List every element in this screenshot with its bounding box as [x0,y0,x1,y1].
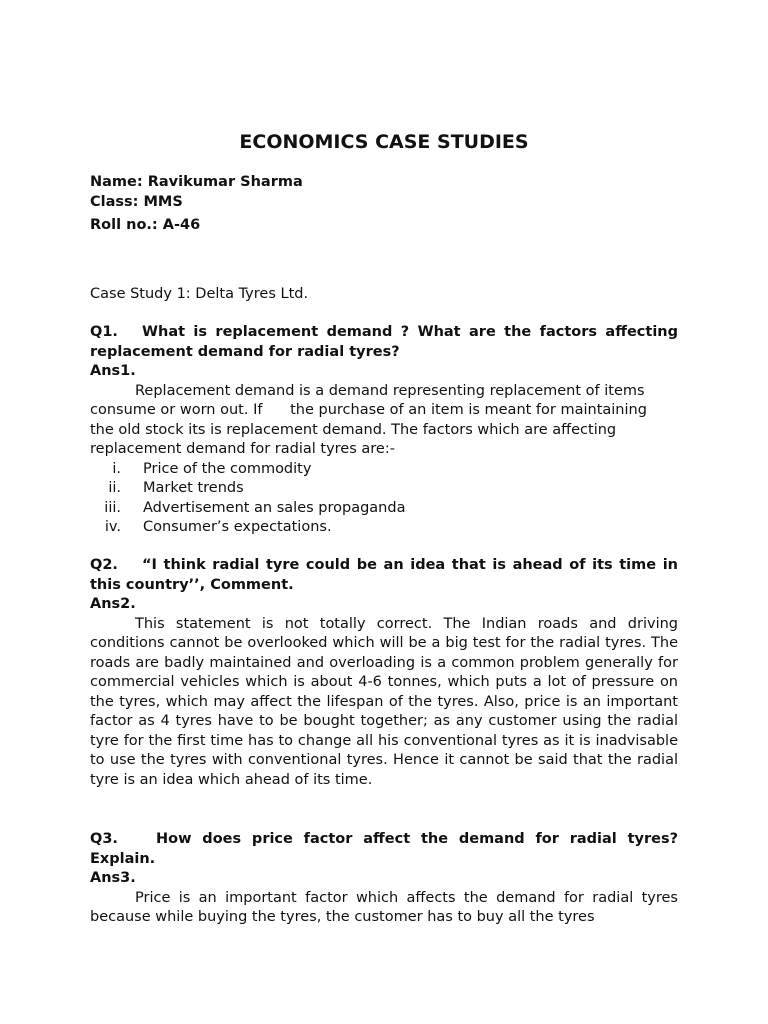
question-1-text: What is replacement demand ? What are the factors affecting replacement demand for radial tyres? [90,324,678,360]
answer-1-line-3: the old stock its is replacement demand. The factors which are affecting [90,421,617,438]
answer-2-label: Ans2. [90,596,136,612]
question-3-number: Q3. [90,831,118,847]
answer-1-line-2: consume or worn out. If the purchase of an item is meant for maintaining [90,402,647,418]
student-name: Name: Ravikumar Sharma [90,174,303,190]
document-title: ECONOMICS CASE STUDIES [239,131,529,153]
question-3 [90,830,678,869]
list-item: iv. Consumer’s expectations. [104,519,332,535]
list-item: i. Price of the commodity [112,460,312,477]
question-3-text: How does price factor affect the demand for radial tyres? Explain. [90,831,678,867]
answer-1-line-1: Replacement demand is a demand representing replacement of items [135,382,645,399]
answer-2-text: This statement is not totally correct. The Indian roads and driving conditions cannot be overlooked which will be a big test for the radial tyres. The roads are badly maintained and overloading is a common problem generally for commercial vehicles which is about 4-6 tonnes, which puts a lot of pressure on the tyres, which may affect the lifespan of the tyres. Also, price is an important factor as 4 tyres have to be bought together; as any customer using the radial tyre for the first time has to change all his conventional tyres as it is inadvisable to use the tyres with conventional tyres. Hence it cannot be said that the radial tyre is an idea which ahead of its time. [90,615,678,788]
list-item: ii. Market trends [108,480,244,496]
student-class: Class: MMS [90,193,183,210]
student-roll: Roll no.: A-46 [90,217,201,233]
list-item: iii. Advertisement an sales propaganda [104,499,406,516]
answer-1-line-4: replacement demand for radial tyres are:- [90,441,395,457]
answer-3-text: Price is an important factor which affects the demand for radial tyres because while buying the tyres, the customer has to buy all the tyres [90,889,678,925]
question-3-block [90,830,678,928]
case-study-heading: Case Study 1: Delta Tyres Ltd. [90,286,309,302]
question-1 [90,323,678,362]
question-1-block [90,323,678,538]
factors-list [90,460,678,538]
question-2-number: Q2. [90,557,118,573]
question-2 [90,556,678,595]
question-1-number: Q1. [90,324,118,340]
question-2-text: “I think radial tyre could be an idea that is ahead of its time in this country’’, Comment. [90,557,678,593]
student-info [90,173,678,236]
answer-1-label: Ans1. [90,363,136,379]
answer-3-label: Ans3. [90,870,136,886]
question-2-block [90,556,678,790]
